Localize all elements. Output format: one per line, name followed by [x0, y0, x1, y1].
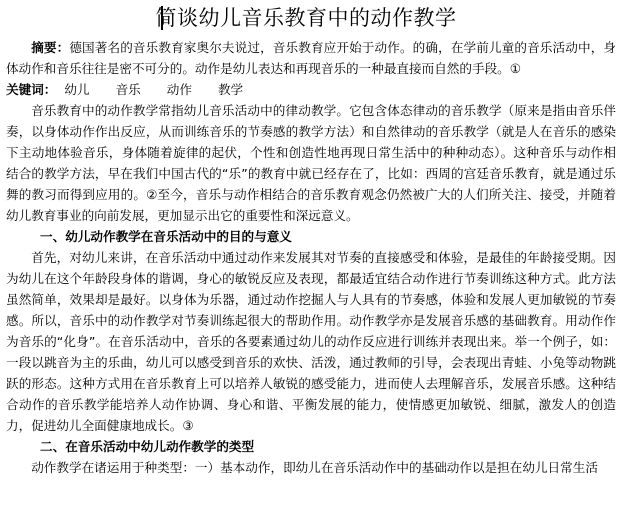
keyword: 音乐	[115, 82, 141, 97]
document-title: 简谈幼儿音乐教育中的动作教学	[155, 6, 457, 30]
abstract-paragraph	[6, 37, 616, 79]
abstract-label: 摘要：	[31, 40, 70, 55]
section-heading-1: 一、幼儿动作教学在音乐活动中的目的与意义	[40, 229, 292, 244]
keyword: 动作	[166, 82, 192, 97]
body-paragraph-1: 音乐教育中的动作教学常指幼儿音乐活动中的律动教学。它包含体态律动的音乐教学（原来是指由音乐伴奏，以身体动作作出反应，从而训练音乐的节奏感的教学方法）和自然律动的音乐教学（就是人在音乐的感染下主动地体验音乐，身体随着旋律的起伏，个性和创造性地再现日常生活中的种种动态）。这种音乐与动作相结合的教学方法，早在我们中国古代的“乐”的教育中就已经存在了，比如：西周的宫廷音乐教育，就是通过乐舞的教习而得到应用的。②至今，音乐与动作相结合的音乐教育观念仍然被广大的人们所关注、接受，并随着幼儿教育事业的向前发展，更加显示出它的重要性和深远意义。	[6, 103, 616, 223]
keywords-line	[6, 79, 616, 100]
section-heading-2: 二、在音乐活动中幼儿动作教学的类型	[40, 439, 255, 454]
abstract-text: 德国著名的音乐教育家奥尔夫说过，音乐教育应开始于动作。的确，在学前儿童的音乐活动中，身体动作和音乐往往是密不可分的。动作是幼儿表达和再现音乐的一种最直接而自然的手段。①	[6, 40, 617, 76]
keywords-label: 关键词：	[6, 82, 57, 97]
keyword: 教学	[217, 82, 244, 97]
body-paragraph-2: 首先，对幼儿来讲，在音乐活动中通过动作来发展其对节奏的直接感受和体验，是最佳的年龄接受期。因为幼儿在这个年龄段身体的谐调，身心的敏锐反应及表现，都最适宜结合动作进行节奏训练这种方式。此方法虽然简单，效果却是最好。以身体为乐器，通过动作挖掘人与人具有的节奏感，体验和发展人更加敏锐的节奏感。所以，音乐中的动作教学对节奏训练起很大的帮助作用。动作教学亦是发展音乐感的基础教育。用动作作为音乐的“化身”。在音乐活动中，音乐的各要素通过幼儿的动作反应进行训练并表现出来。举一个例子，如：一段以跳音为主的乐曲，幼儿可以感受到音乐的欢快、活泼，通过教师的引导，会表现出青蛙、小兔等动物跳跃的形态。这种方式用在音乐教育上可以培养人敏锐的感受能力，进而使人去理解音乐，发展音乐感。这种结合动作的音乐教学能培养人动作协调、身心和谐、平衡发展的能力，使情感更加敏锐、细腻，激发人的创造力，促进幼儿全面健康地成长。③	[6, 250, 616, 433]
keyword: 幼儿	[64, 82, 90, 97]
body-paragraph-3: 动作教学在诸运用于种类型：一）基本动作，即幼儿在音乐活动作中的基础动作以是担在幼儿日常生活	[31, 460, 598, 475]
document-body	[6, 37, 616, 478]
